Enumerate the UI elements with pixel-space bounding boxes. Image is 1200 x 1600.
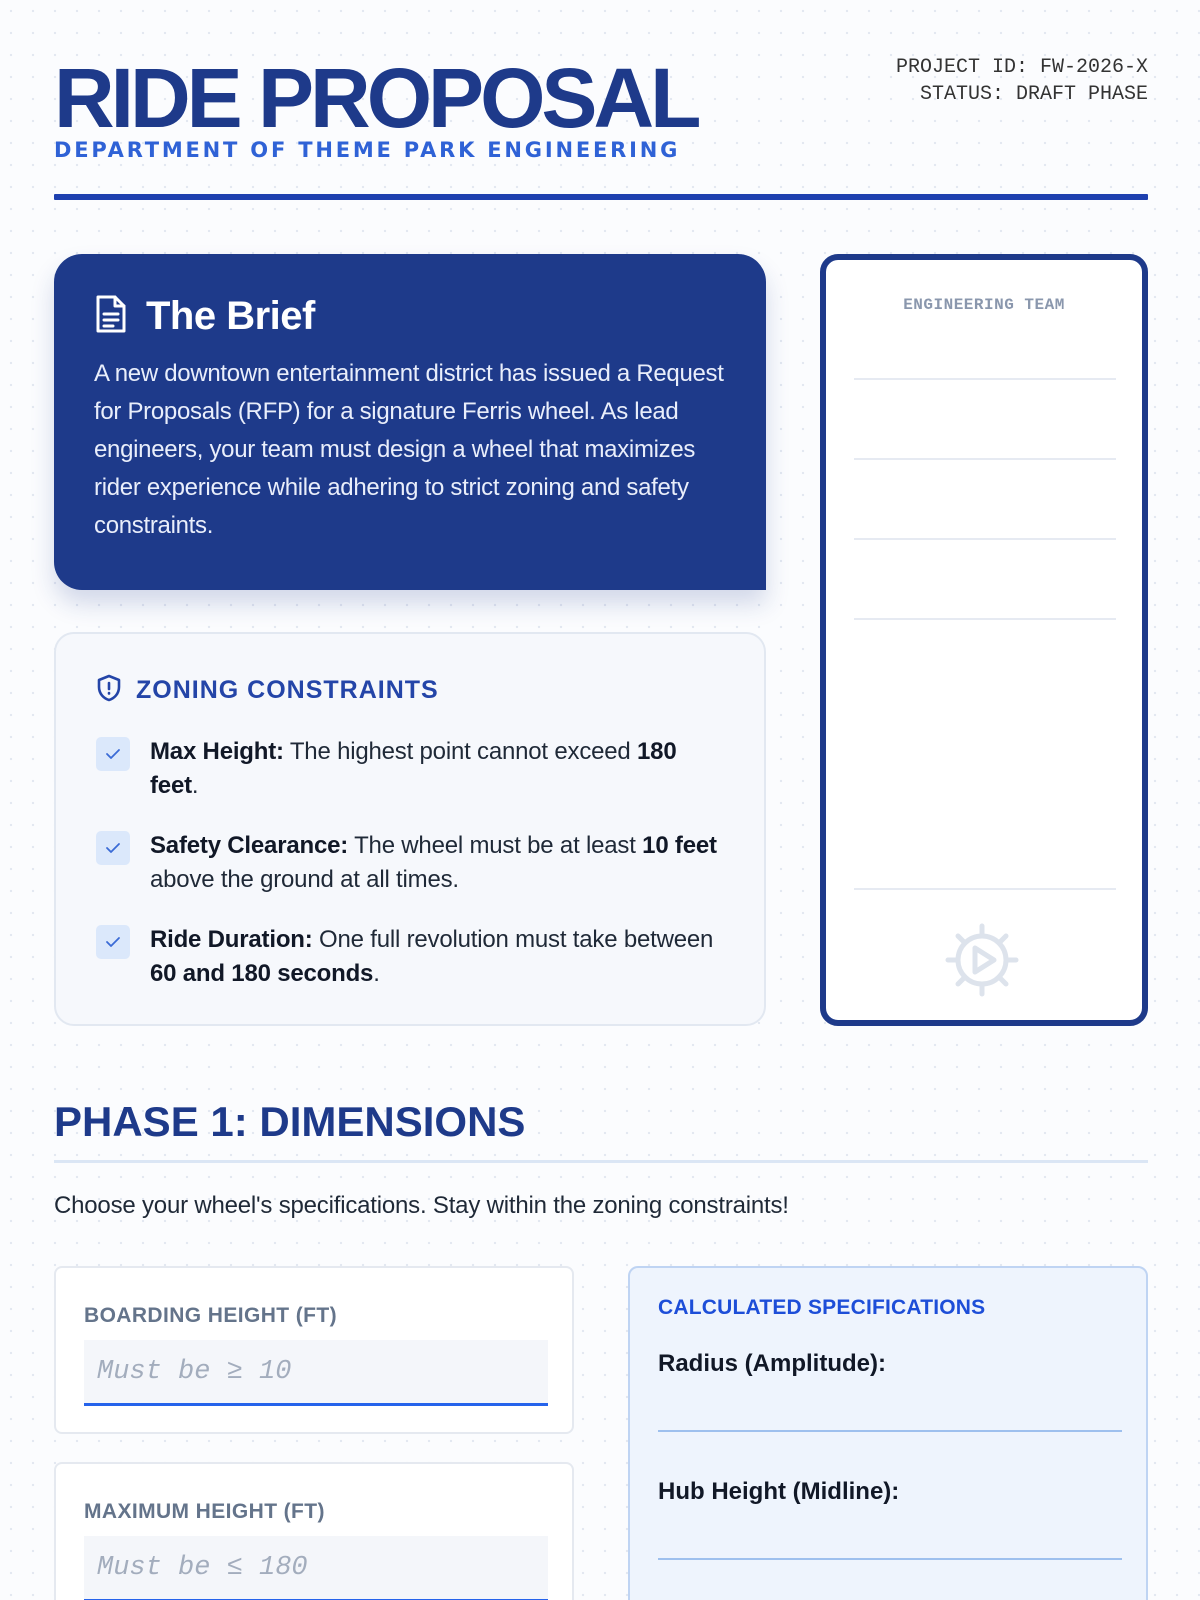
constraint-tail: above the ground at all times. [150, 866, 459, 893]
constraint-label: Ride Duration: [150, 926, 313, 953]
radius-answer-line[interactable] [658, 1430, 1122, 1432]
constraint-tail: . [191, 772, 199, 799]
page-title: RIDE PROPOSAL [54, 51, 698, 145]
team-divider [854, 888, 1116, 890]
zoning-header [96, 674, 724, 707]
engineering-team-card [820, 254, 1148, 1026]
zoning-title: ZONING CONSTRAINTS [136, 676, 439, 704]
constraint-item [96, 923, 724, 991]
header-divider [54, 194, 1148, 200]
phase-title: PHASE 1: DIMENSIONS [54, 1098, 526, 1145]
project-id: PROJECT ID: FW-2026-X [895, 56, 1148, 79]
constraint-value: 60 and 180 seconds [150, 960, 374, 987]
maximum-height-card [54, 1462, 574, 1600]
constraint-text [150, 735, 724, 803]
team-name-line[interactable] [854, 618, 1116, 620]
hub-height-answer-line[interactable] [658, 1558, 1122, 1560]
shield-icon [96, 674, 122, 707]
brief-title: The Brief [146, 294, 315, 338]
team-label: ENGINEERING TEAM [903, 296, 1065, 314]
phase-description: Choose your wheel's specifications. Stay within the zoning constraints! [54, 1192, 789, 1219]
team-name-line[interactable] [854, 538, 1116, 540]
constraint-item [96, 829, 724, 897]
radius-label: Radius (Amplitude): [658, 1350, 886, 1377]
brief-header [94, 294, 726, 339]
boarding-height-input[interactable] [84, 1340, 548, 1406]
constraint-body: The wheel must be at least [348, 832, 643, 859]
constraint-text [150, 829, 724, 897]
constraint-value: 10 feet [642, 832, 717, 859]
document-icon [94, 294, 128, 339]
calculated-specs-title: CALCULATED SPECIFICATIONS [658, 1296, 986, 1319]
constraint-body: The highest point cannot exceed [283, 738, 638, 765]
constraint-body: One full revolution must take between [312, 926, 714, 953]
maximum-height-label: MAXIMUM HEIGHT (FT) [84, 1500, 325, 1523]
boarding-height-card [54, 1266, 574, 1434]
team-name-line[interactable] [854, 378, 1116, 380]
page [54, 0, 1148, 1600]
check-icon [96, 737, 130, 771]
zoning-constraints-card [54, 632, 766, 1026]
project-meta [896, 54, 1148, 108]
team-name-line[interactable] [854, 458, 1116, 460]
constraint-tail: . [373, 960, 380, 987]
phase-divider [54, 1160, 1148, 1163]
page-subtitle: DEPARTMENT OF THEME PARK ENGINEERING [54, 138, 681, 162]
constraint-item [96, 735, 724, 803]
constraint-label: Max Height: [150, 738, 284, 765]
maximum-height-input[interactable] [84, 1536, 548, 1600]
project-status: STATUS: DRAFT PHASE [919, 83, 1148, 106]
hub-height-label: Hub Height (Midline): [658, 1478, 900, 1505]
constraint-value: 180 feet [150, 738, 677, 799]
brief-text: A new downtown entertainment district has issued a Request for Proposals (RFP) for a signature Ferris wheel. As lead engineers, your team must design a wheel that maximizes rider experience while adhering to strict zoning and safety constraints. [94, 360, 724, 539]
gear-play-icon [944, 922, 1020, 1003]
calculated-specifications-card [628, 1266, 1148, 1600]
brief-card [54, 254, 766, 590]
constraint-text [150, 923, 724, 991]
boarding-height-label: BOARDING HEIGHT (FT) [84, 1304, 337, 1327]
check-icon [96, 831, 130, 865]
check-icon [96, 925, 130, 959]
header [54, 52, 1148, 202]
constraint-label: Safety Clearance: [150, 832, 349, 859]
